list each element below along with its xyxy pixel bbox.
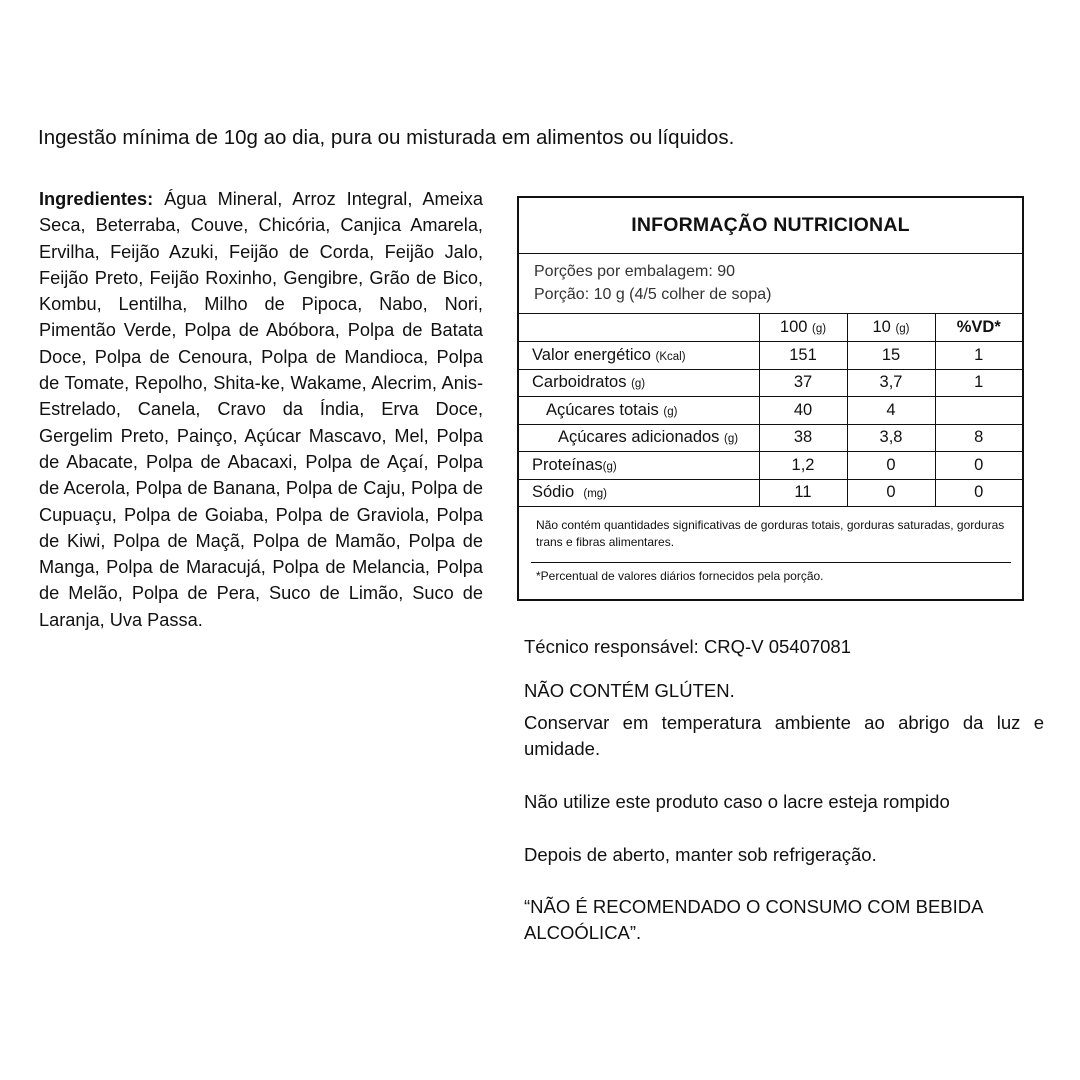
row-label: Proteínas(g) (519, 452, 759, 480)
portions-per-package: Porções por embalagem: 90 (534, 263, 735, 280)
row-value-100g: 38 (759, 424, 847, 452)
nutrition-footnote: Não contém quantidades significativas de gorduras totais, gorduras saturadas, gorduras trans e fibras alimentares. (536, 518, 1005, 549)
row-value-100g: 40 (759, 397, 847, 425)
row-label: Valor energético (Kcal) (519, 342, 759, 370)
row-value-vd: 1 (935, 369, 1022, 397)
header-vd: %VD* (935, 314, 1022, 342)
table-row (519, 479, 1022, 507)
seal-warning: Não utilize este produto caso o lacre esteja rompido (524, 791, 950, 812)
row-value-10g: 3,7 (847, 369, 935, 397)
header-10g: 10 (g) (847, 314, 935, 342)
row-value-10g: 0 (847, 479, 935, 507)
alcohol-warning: “NÃO É RECOMENDADO O CONSUMO COM BEBIDA ALCOÓLICA”. (524, 896, 983, 943)
ingredients-list: Água Mineral, Arroz Integral, Ameixa Seca, Beterraba, Couve, Chicória, Canjica Amarela, Ervilha, Feijão Azuki, Feijão de Corda, Feijão Jalo, Feijão Preto, Feijão Roxinho, Gengibre, Grão de Bico, Kombu, Lentilha, Milho de Pipoca, Nabo, Nori, Pimentão Verde, Polpa de Abóbora, Polpa de Batata Doce, Polpa de Cenoura, Polpa de Mandioca, Polpa de Tomate, Repolho, Shita-ke, Wakame, Alecrim, Anis-Estrelado, Canela, Cravo da Índia, Erva Doce, Gergelim Preto, Painço, Açúcar Mascavo, Mel, Polpa de Abacate, Polpa de Abacaxi, Polpa de Açaí, Polpa de Acerola, Polpa de Banana, Polpa de Caju, Polpa de Cupuaçu, Polpa de Goiaba, Polpa de Graviola, Polpa de Kiwi, Polpa de Maçã, Polpa de Mamão, Polpa de Manga, Polpa de Maracujá, Polpa de Melancia, Polpa de Melão, Polpa de Pera, Suco de Limão, Suco de Laranja, Uva Passa. (39, 189, 483, 630)
header-100g: 100 (g) (759, 314, 847, 342)
usage-instruction: Ingestão mínima de 10g ao dia, pura ou misturada em alimentos ou líquidos. (38, 126, 735, 149)
gluten-notice: NÃO CONTÉM GLÚTEN. (524, 680, 735, 701)
row-value-vd (935, 397, 1022, 425)
nutrition-table (519, 314, 1022, 507)
nutrition-facts-panel (517, 196, 1024, 601)
row-value-100g: 1,2 (759, 452, 847, 480)
row-label: Carboidratos (g) (519, 369, 759, 397)
vd-footnote: *Percentual de valores diários fornecidos pela porção. (536, 569, 824, 583)
header-empty-cell (519, 314, 759, 342)
row-value-vd: 0 (935, 479, 1022, 507)
row-value-100g: 151 (759, 342, 847, 370)
row-value-10g: 3,8 (847, 424, 935, 452)
nutrition-title: INFORMAÇÃO NUTRICIONAL (519, 198, 1022, 254)
row-value-10g: 15 (847, 342, 935, 370)
ingredients-label: Ingredientes: (39, 189, 154, 209)
row-label: Açúcares adicionados (g) (519, 424, 759, 452)
technician-info: Técnico responsável: CRQ-V 05407081 (524, 636, 852, 657)
ingredients-paragraph (39, 186, 483, 633)
table-row (519, 452, 1022, 480)
portion-size: Porção: 10 g (4/5 colher de sopa) (534, 286, 772, 303)
row-value-vd: 1 (935, 342, 1022, 370)
row-value-vd: 0 (935, 452, 1022, 480)
row-label: Açúcares totais (g) (519, 397, 759, 425)
row-value-vd: 8 (935, 424, 1022, 452)
row-value-100g: 11 (759, 479, 847, 507)
row-label: Sódio (mg) (519, 479, 759, 507)
table-row (519, 369, 1022, 397)
table-row (519, 397, 1022, 425)
table-row (519, 342, 1022, 370)
row-value-100g: 37 (759, 369, 847, 397)
after-opening-instruction: Depois de aberto, manter sob refrigeração. (524, 844, 877, 865)
nutrition-portions (519, 254, 1022, 314)
storage-instruction: Conservar em temperatura ambiente ao abrigo da luz e umidade. (524, 712, 1044, 759)
row-value-10g: 0 (847, 452, 935, 480)
table-row (519, 424, 1022, 452)
row-value-10g: 4 (847, 397, 935, 425)
nutrition-header-row (519, 314, 1022, 342)
